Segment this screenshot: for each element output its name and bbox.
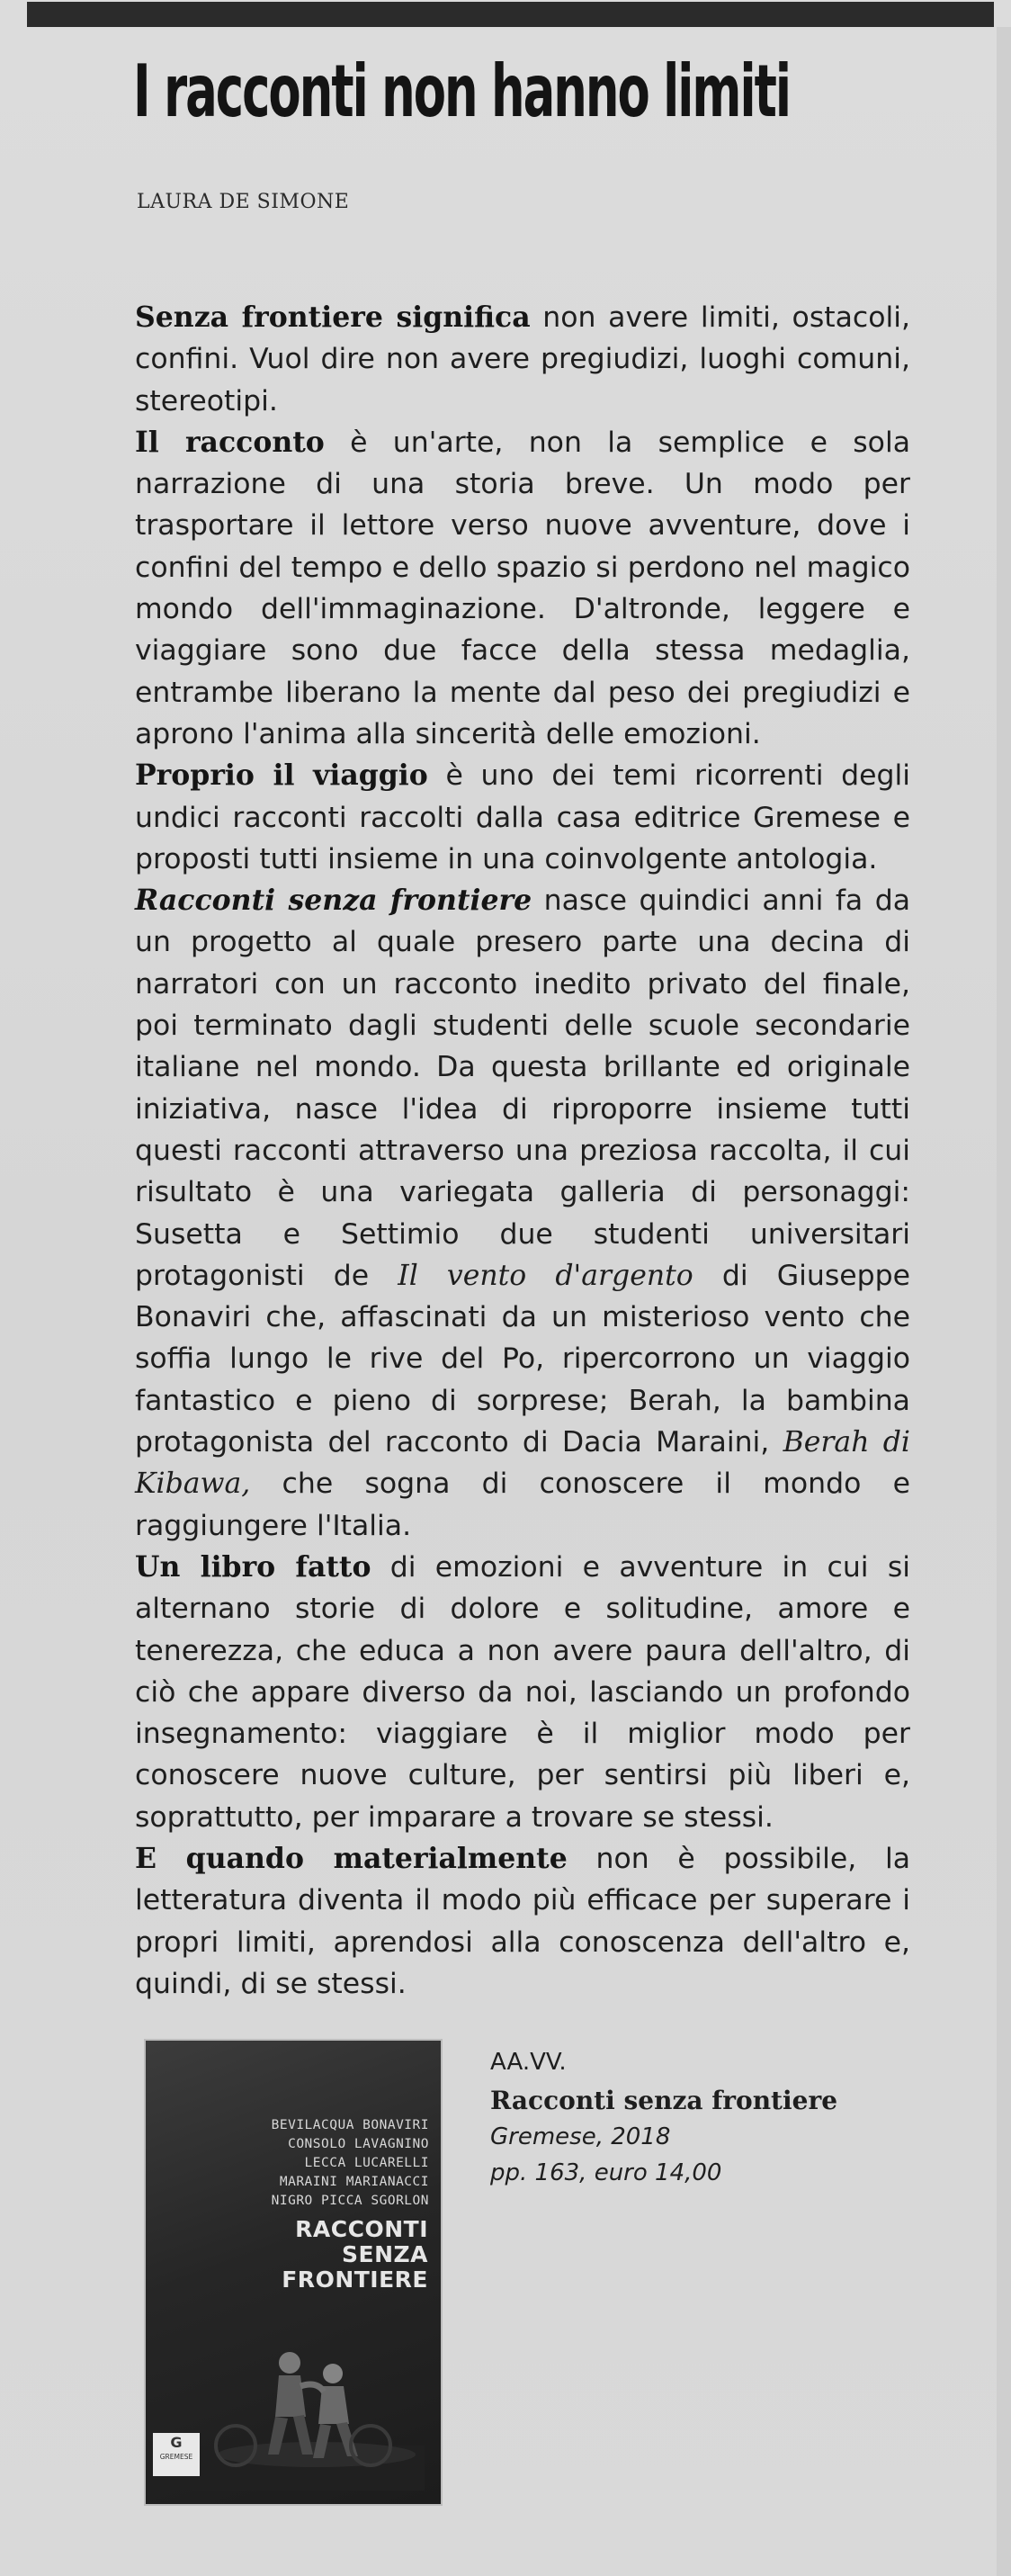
paragraph-1-lead: Senza frontiere significa xyxy=(135,301,531,334)
cover-title-line: RACCONTI xyxy=(295,2216,428,2242)
publisher-logo-name: GREMESE xyxy=(159,2453,193,2461)
paragraph-3-text: è uno dei temi ricorrenti degli undici racconti raccolti dalla casa editrice Gremese e proposti tutti insieme in una coinvolgente antologia. xyxy=(135,759,910,875)
cover-title-line: FRONTIERE xyxy=(282,2266,428,2293)
paragraph-4-title-2: Berah di Kibawa, xyxy=(135,1426,910,1501)
publisher-logo xyxy=(153,2433,200,2476)
article-title: I racconti non hanno limiti xyxy=(133,49,790,133)
paragraph-5 xyxy=(135,1547,910,1838)
cover-author-line: LECCA LUCARELLI xyxy=(304,2156,429,2170)
cover-illustration xyxy=(182,2311,425,2491)
paragraph-5-text: di emozioni e avventure in cui si alternano storie di dolore e solitudine, amore e tenerezza, che educa a non avere paura dell'altro, di ciò che appare diverso da noi, lasciando un profondo insegnamento: viaggiare è il miglior modo per conoscere nuove culture, per sentirsi più liberi e, soprattutto, per imparare a trovare se stessi. xyxy=(135,1550,910,1834)
paragraph-2 xyxy=(135,422,910,755)
cover-author-line: CONSOLO LAVAGNINO xyxy=(288,2137,429,2151)
paragraph-4-text-3: che sogna di conoscere il mondo e raggiungere l'Italia. xyxy=(135,1468,910,1542)
paragraph-3-lead: Proprio il viaggio xyxy=(135,758,428,793)
book-details xyxy=(490,2044,868,2191)
paragraph-4-text-2: di Giuseppe Bonaviri che, affascinati da un misterioso vento che soffia lungo le rive del Po, ripercorrono un viaggio fantastico e pieno di sorprese; Berah, la bambina protagonista del racconto di Dacia Maraini, xyxy=(135,1259,911,1459)
cover-authors xyxy=(146,2116,429,2211)
book-publisher: Gremese, 2018 xyxy=(490,2123,671,2150)
article-author: LAURA DE SIMONE xyxy=(137,191,350,213)
book-cover-image xyxy=(144,2039,443,2506)
cover-author-line: MARAINI MARIANACCI xyxy=(279,2175,429,2189)
paragraph-4-title-1: Il vento d'argento xyxy=(398,1259,693,1292)
paragraph-5-lead: Un libro fatto xyxy=(135,1549,371,1584)
paragraph-2-lead: Il racconto xyxy=(135,425,325,459)
cover-author-line: BEVILACQUA BONAVIRI xyxy=(271,2118,429,2132)
paragraph-4-text-1: nasce quindici anni fa da un progetto al quale presero parte una decina di narratori con un racconto inedito privato del finale, poi terminato dagli studenti delle scuole secondarie italiane nel mondo. Da questa brillante ed originale iniziativa, nasce l'idea di riproporre insieme tutti questi racconti attraverso una preziosa raccolta, il cui risultato è una variegata galleria di personaggi: Susetta e Settimio due studenti universitari protagonisti de xyxy=(135,884,910,1292)
paragraph-3 xyxy=(135,755,910,880)
paragraph-1 xyxy=(135,297,910,422)
book-pages-price: pp. 163, euro 14,00 xyxy=(490,2159,722,2186)
paragraph-4-lead: Racconti senza frontiere xyxy=(135,884,532,918)
paragraph-6-text: non è possibile, la letteratura diventa il modo più efficace per superare i propri limiti, aprendosi alla conoscenza dell'altro e, quindi, di se stessi. xyxy=(135,1842,910,2000)
book-title: Racconti senza frontiere xyxy=(490,2086,838,2115)
article-body xyxy=(135,297,910,2005)
top-rule xyxy=(27,2,994,27)
paragraph-2-text: è un'arte, non la semplice e sola narrazione di una storia breve. Un modo per trasportare il lettore verso nuove avventure, dove i confini del tempo e dello spazio si perdono nel magico mondo dell'immaginazione. D'altronde, leggere e viaggiare sono due facce della stessa medaglia, entrambe liberano la mente dal peso dei pregiudizi e aprono l'anima alla sincerità delle emozioni. xyxy=(135,426,910,750)
paragraph-6-lead: E quando materialmente xyxy=(135,1841,568,1875)
cover-author-line: NIGRO PICCA SGORLON xyxy=(271,2194,429,2208)
publisher-logo-glyph: G xyxy=(170,2434,183,2451)
paragraph-1-text: non avere limiti, ostacoli, confini. Vuol dire non avere pregiudizi, luoghi comuni, stereotipi. xyxy=(135,301,911,417)
paragraph-4 xyxy=(135,880,910,1547)
book-authors: AA.VV. xyxy=(490,2049,567,2076)
paragraph-6 xyxy=(135,1838,910,2005)
cover-title-line: SENZA xyxy=(342,2241,428,2267)
cover-title xyxy=(282,2217,428,2293)
page-edge xyxy=(997,27,1011,2576)
